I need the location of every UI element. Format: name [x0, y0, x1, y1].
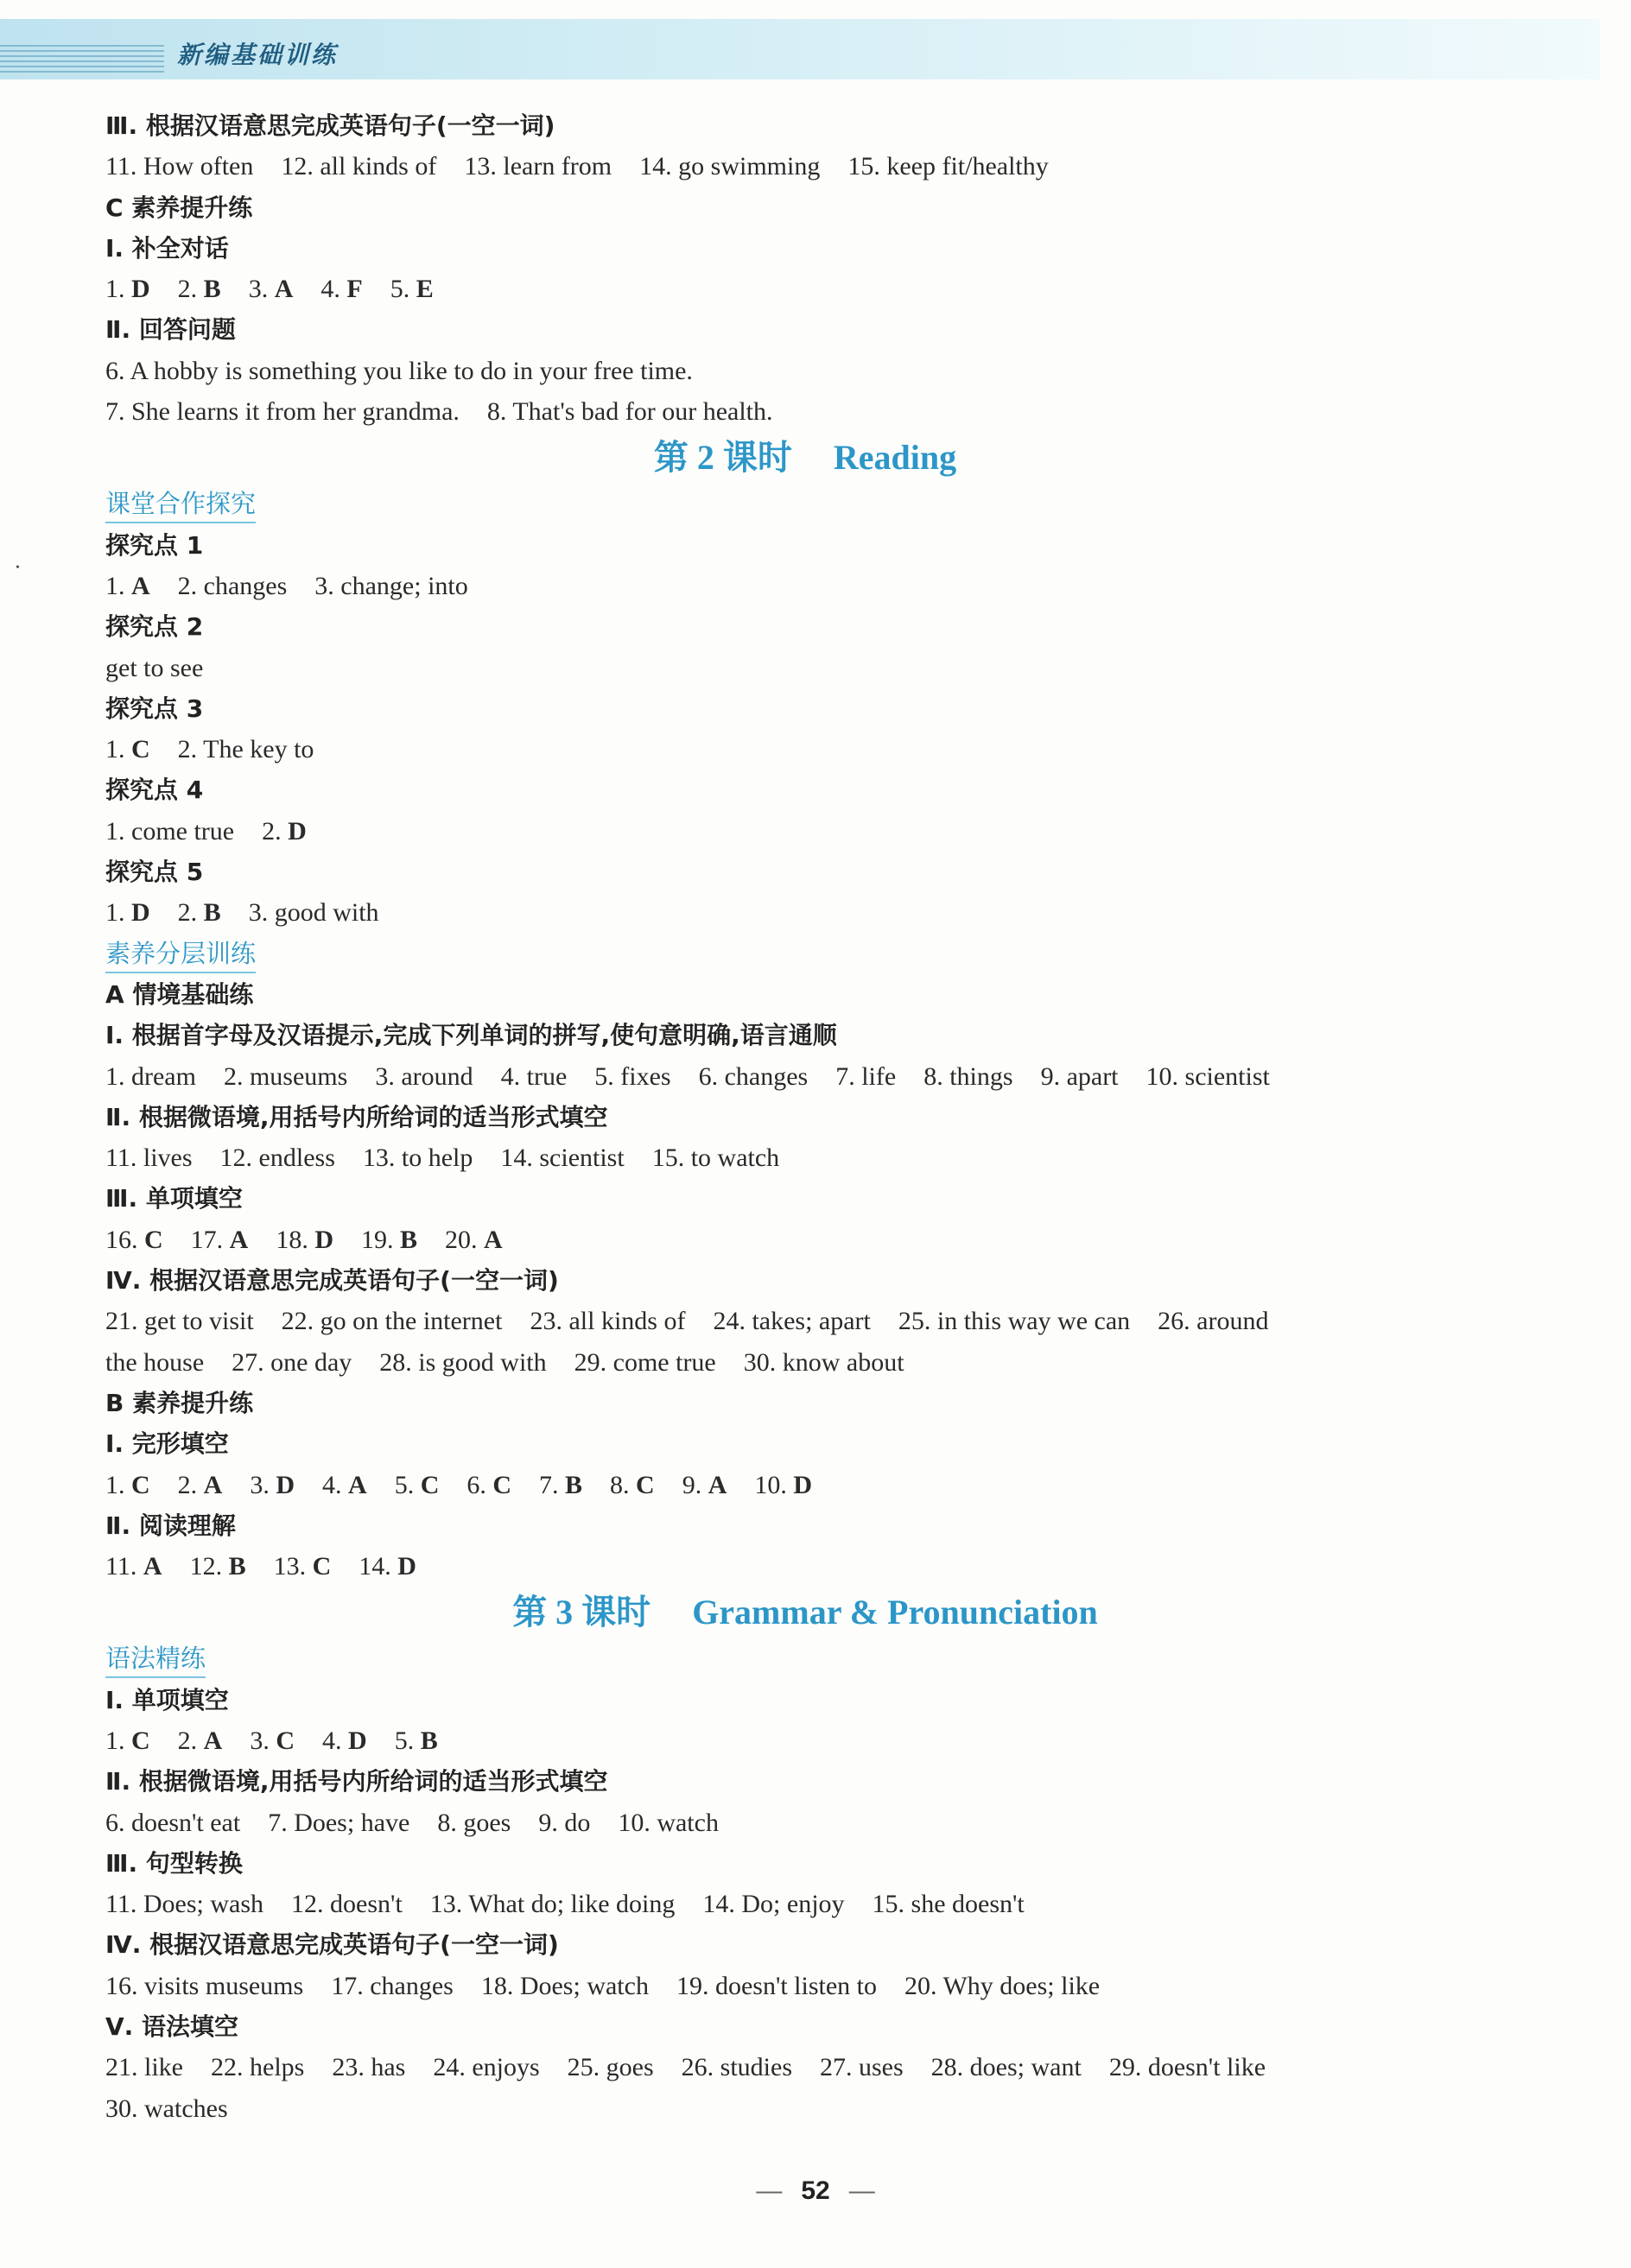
section-heading: Ⅲ. 根据汉语意思完成英语句子(一空一词)	[105, 111, 555, 140]
answer-item: 2. A	[177, 1470, 223, 1499]
answer-item: 8. That's bad for our health.	[486, 397, 773, 427]
answer-item: 1. dream	[105, 1061, 196, 1091]
answer-line	[105, 811, 1505, 852]
answer-item: 11. How often	[105, 152, 254, 181]
answer-item: 1. come true	[105, 816, 235, 846]
answer-item: 7. life	[835, 1061, 897, 1091]
answer-item: 13. C	[273, 1552, 332, 1581]
answer-line	[105, 1884, 1505, 1924]
answer-item: 1. D	[105, 275, 150, 304]
answer-item: 6. changes	[698, 1061, 809, 1091]
lesson-title	[105, 432, 1505, 484]
answer-item: 9. A	[682, 1470, 727, 1499]
answer-line	[105, 1056, 1505, 1097]
section-heading: Ⅴ. 语法填空	[105, 2012, 239, 2042]
answer-item: 26. studies	[681, 2053, 792, 2082]
answer-item: 19. B	[361, 1225, 418, 1254]
answer-item: 12. doesn't	[291, 1890, 403, 1919]
answer-item: 7. She learns it from her grandma.	[105, 397, 460, 427]
answer-item: 14. Do; enjoy	[702, 1890, 845, 1919]
section-heading: 探究点 5	[105, 858, 204, 887]
answer-item: 3. change; into	[314, 571, 468, 600]
answer-item: 2. The key to	[177, 735, 314, 764]
answer-line	[105, 1546, 1505, 1587]
answer-item: 12. all kinds of	[281, 152, 437, 181]
answer-item: 18. Does; watch	[480, 1971, 649, 2000]
lesson-title	[105, 1587, 1505, 1638]
answer-item: 1. C	[105, 1470, 150, 1499]
answer-item: 5. C	[394, 1470, 440, 1499]
answer-item: 3. around	[375, 1061, 473, 1091]
answer-item: 22. helps	[211, 2053, 305, 2082]
answer-item: 3. A	[248, 275, 294, 304]
lesson-number: 第 3 课时	[512, 1593, 651, 1632]
answer-item: 5. E	[390, 275, 434, 304]
section-heading: A 情境基础练	[105, 979, 254, 1009]
answer-item: 16. C	[105, 1225, 163, 1254]
answer-item: 30. know about	[743, 1347, 904, 1377]
answer-item: 25. in this way we can	[898, 1307, 1131, 1336]
section-heading: Ⅱ. 根据微语境,用括号内所给词的适当形式填空	[105, 1102, 608, 1131]
lesson-topic: Grammar & Pronunciation	[692, 1593, 1098, 1632]
answer-item: 19. doesn't listen to	[676, 1971, 878, 2000]
answer-item: 3. D	[250, 1470, 295, 1499]
section-heading: Ⅰ. 单项填空	[105, 1685, 229, 1714]
answer-item: 4. true	[500, 1061, 568, 1091]
answer-item: 17. changes	[331, 1971, 454, 2000]
answer-item: 2. museums	[223, 1061, 348, 1091]
answer-item: 14. scientist	[500, 1144, 625, 1173]
subsection-title-row	[105, 1638, 1505, 1679]
answer-item: 13. to help	[362, 1144, 473, 1173]
answer-item: 4. F	[320, 275, 363, 304]
answer-item: 1. D	[105, 898, 150, 928]
answer-item: 12. endless	[219, 1144, 335, 1173]
answer-line	[105, 1342, 1505, 1383]
answer-item: 24. enjoys	[433, 2053, 540, 2082]
answer-item: 21. like	[105, 2053, 183, 2082]
answer-item: 23. all kinds of	[530, 1307, 686, 1336]
answer-content	[105, 105, 1505, 2129]
answer-item: 15. she doesn't	[872, 1890, 1025, 1919]
answer-line	[105, 566, 1505, 606]
subsection-title: 语法精练	[105, 1640, 206, 1678]
answer-item: 11. A	[105, 1552, 162, 1581]
lesson-topic: Reading	[833, 438, 957, 478]
section-heading: Ⅱ. 回答问题	[105, 315, 236, 345]
answer-line	[105, 1966, 1505, 2006]
header-title: 新编基础训练	[177, 41, 339, 69]
answer-item: 20. Why does; like	[904, 1971, 1101, 2000]
answer-line	[105, 391, 1505, 432]
answer-item: 2. changes	[177, 571, 288, 600]
answer-item: 25. goes	[567, 2053, 654, 2082]
margin-mark: •	[16, 561, 20, 574]
answer-item: 22. go on the internet	[281, 1307, 503, 1336]
answer-item: 10. watch	[618, 1808, 719, 1837]
header-decoration	[0, 45, 164, 76]
section-heading: Ⅲ. 句型转换	[105, 1848, 243, 1878]
section-heading: Ⅱ. 根据微语境,用括号内所给词的适当形式填空	[105, 1767, 608, 1796]
answer-item: 4. D	[322, 1726, 367, 1755]
answer-line	[105, 1220, 1505, 1260]
answer-line	[105, 146, 1505, 187]
answer-item: 8. C	[610, 1470, 655, 1499]
subsection-title-row	[105, 484, 1505, 524]
section-heading: B 素养提升练	[105, 1388, 254, 1417]
section-heading: 探究点 2	[105, 612, 204, 642]
answer-item: 5. B	[394, 1726, 438, 1755]
subsection-title-row	[105, 934, 1505, 974]
section-heading: Ⅰ. 完形填空	[105, 1429, 229, 1459]
answer-item: 10. scientist	[1146, 1061, 1270, 1091]
answer-item: 11. Does; wash	[105, 1890, 264, 1919]
answer-item: 3. good with	[248, 898, 379, 928]
answer-item: 14. go swimming	[639, 152, 821, 181]
section-heading: 探究点 4	[105, 776, 204, 805]
answer-item: 2. A	[177, 1726, 223, 1755]
footer-dash-right: —	[848, 2176, 875, 2205]
answer-line	[105, 1465, 1505, 1505]
answer-item: 2. B	[177, 275, 221, 304]
answer-item: 10. D	[754, 1470, 813, 1499]
answer-item: 1. C	[105, 735, 150, 764]
footer-dash-left: —	[756, 2176, 783, 2205]
answer-item: 29. doesn't like	[1108, 2053, 1266, 2082]
section-heading: Ⅰ. 根据首字母及汉语提示,完成下列单词的拼写,使句意明确,语言通顺	[105, 1021, 837, 1050]
answer-item: 29. come true	[574, 1347, 716, 1377]
answer-item: 28. is good with	[379, 1347, 547, 1377]
answer-item: 27. uses	[820, 2053, 904, 2082]
answer-line: get to see	[105, 653, 204, 682]
answer-item: 28. does; want	[930, 2053, 1082, 2082]
answer-item: 15. to watch	[651, 1144, 780, 1173]
answer-item: 3. C	[250, 1726, 295, 1755]
answer-item: 1. C	[105, 1726, 150, 1755]
subsection-title: 课堂合作探究	[105, 485, 256, 523]
answer-item: 2. B	[177, 898, 221, 928]
answer-item: 21. get to visit	[105, 1307, 254, 1336]
answer-item: 1. A	[105, 571, 150, 600]
answer-item: 26. around	[1158, 1307, 1269, 1336]
answer-item: 27. one day	[232, 1347, 352, 1377]
answer-item: 18. D	[276, 1225, 334, 1254]
answer-line	[105, 269, 1505, 309]
answer-item: 24. takes; apart	[713, 1307, 871, 1336]
answer-line	[105, 892, 1505, 933]
answer-line: 6. A hobby is something you like to do in your free time.	[105, 356, 693, 385]
section-heading: Ⅰ. 补全对话	[105, 233, 229, 263]
answer-item: 16. visits museums	[105, 1971, 304, 2000]
section-heading: 探究点 3	[105, 694, 204, 723]
answer-item: 15. keep fit/healthy	[847, 152, 1049, 181]
answer-item: 9. do	[538, 1808, 591, 1837]
subsection-title: 素养分层训练	[105, 935, 256, 973]
answer-item: 11. lives	[105, 1144, 193, 1173]
answer-item: 23. has	[332, 2053, 406, 2082]
answer-line	[105, 2047, 1505, 2087]
answer-item: 12. B	[189, 1552, 246, 1581]
page-number: 52	[801, 2176, 830, 2205]
answer-item: 17. A	[190, 1225, 249, 1254]
answer-item: 2. D	[262, 816, 307, 846]
answer-line	[105, 1720, 1505, 1761]
answer-line	[105, 1137, 1505, 1178]
lesson-number: 第 2 课时	[653, 438, 792, 478]
section-heading: C 素养提升练	[105, 193, 253, 222]
answer-line	[105, 729, 1505, 770]
answer-item: 9. apart	[1040, 1061, 1119, 1091]
page-number-footer	[0, 2176, 1631, 2206]
section-heading: Ⅲ. 单项填空	[105, 1184, 243, 1213]
answer-item: 8. things	[923, 1061, 1013, 1091]
answer-item: 8. goes	[437, 1808, 511, 1837]
section-heading: Ⅳ. 根据汉语意思完成英语句子(一空一词)	[105, 1930, 559, 1960]
answer-item: 6. doesn't eat	[105, 1808, 241, 1837]
answer-item: 7. B	[539, 1470, 583, 1499]
answer-item: 4. A	[322, 1470, 367, 1499]
answer-item: 14. D	[359, 1552, 416, 1581]
answer-item: 5. fixes	[594, 1061, 671, 1091]
section-heading: Ⅱ. 阅读理解	[105, 1511, 236, 1540]
answer-item: 7. Does; have	[268, 1808, 410, 1837]
answer-line: 30. watches	[105, 2094, 228, 2123]
answer-line	[105, 1301, 1505, 1341]
answer-item: the house	[105, 1347, 205, 1377]
answer-item: 13. learn from	[464, 152, 612, 181]
section-heading: Ⅳ. 根据汉语意思完成英语句子(一空一词)	[105, 1266, 559, 1296]
answer-item: 6. C	[466, 1470, 512, 1499]
answer-item: 20. A	[445, 1225, 503, 1254]
answer-item: 13. What do; like doing	[429, 1890, 676, 1919]
section-heading: 探究点 1	[105, 530, 204, 560]
answer-line	[105, 1802, 1505, 1843]
